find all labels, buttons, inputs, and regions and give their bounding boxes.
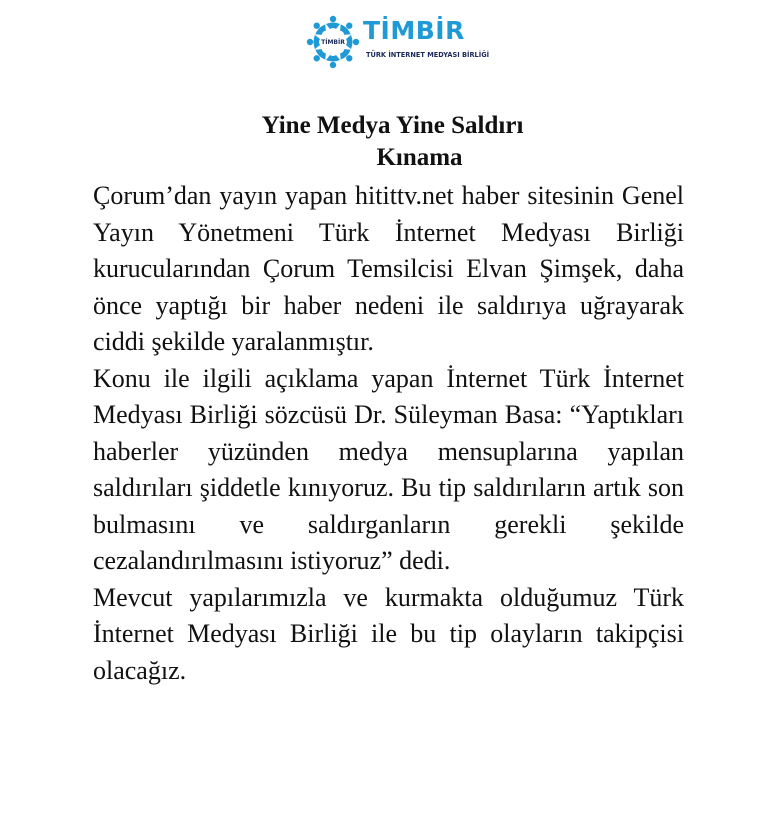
document-title: Yine Medya Yine Saldırı bbox=[261, 112, 524, 139]
logo-ring-text: TİMBİR bbox=[321, 39, 345, 46]
logo-subtitle: TÜRK İNTERNET MEDYASI BİRLİĞİ bbox=[366, 51, 490, 59]
paragraph-3: Mevcut yapılarımızla ve kurmakta olduğumuz Türk İnternet Medyası Birliği ile bu tip olayların takipçisi olacağız. bbox=[93, 582, 684, 685]
document-subtitle: Kınama bbox=[376, 144, 463, 171]
people-circle-logo-icon bbox=[305, 14, 363, 72]
paragraph-1: Çorum’dan yayın yapan hitittv.net haber sitesinin Genel Yayın Yönetmeni Türk İnternet Medyası Birliği kurucularından Çorum Temsilcisi Elvan Şimşek, daha önce yaptığı bir haber nedeni ile saldırıya uğrayarak ciddi şekilde yaralanmıştır. bbox=[93, 181, 684, 356]
logo-title: TİMBİR bbox=[363, 16, 465, 45]
document-body bbox=[93, 178, 684, 689]
paragraph-2: Konu ile ilgili açıklama yapan İnternet Türk İnternet Medyası Birliği sözcüsü Dr. Süleyman Basa: “Yaptıkları haberler yüzünden medya mensuplarına yapılan saldırıları şiddetle kınıyoruz. Bu tip saldırıların artık son bulmasını ve saldırganların gerekli şekilde cezalandırılmasını istiyoruz” dedi. bbox=[93, 363, 684, 575]
document-title-block bbox=[0, 110, 777, 174]
timbir-logo bbox=[305, 14, 490, 72]
